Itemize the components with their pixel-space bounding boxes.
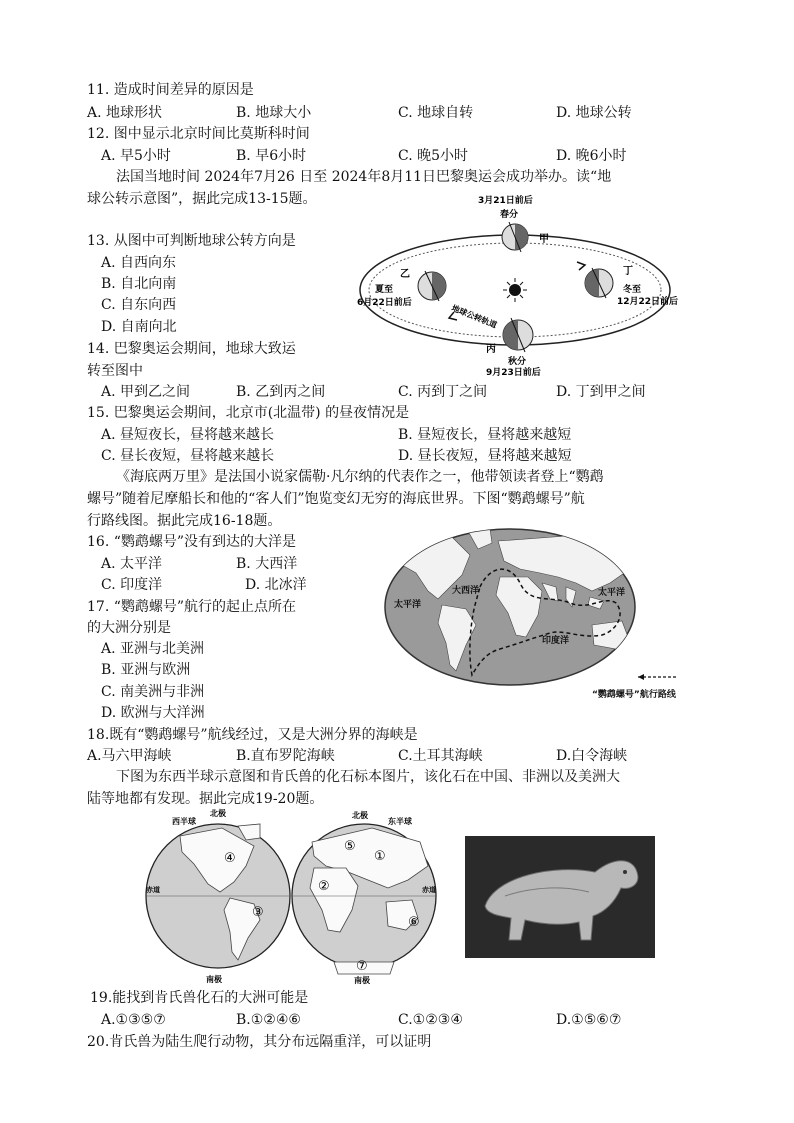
q14-option-c: C. 丙到丁之间 <box>398 384 488 400</box>
hemi-number-1: ① <box>374 849 386 864</box>
hemi-number-6: ⑥ <box>408 915 420 930</box>
intro1-line1: 法国当地时间 2024年7月26 日至 2024年8月11日巴黎奥运会成功举办。读“地 <box>116 169 612 185</box>
earth-spring-icon <box>502 222 528 252</box>
fossil-photo <box>465 836 655 958</box>
intro3-line2: 陆等地都有发现。据此完成19-20题。 <box>87 791 324 807</box>
q14-stem-1: 14. 巴黎奥运会期间，地球大致运 <box>87 341 296 357</box>
hemi-number-5: ⑤ <box>344 839 356 854</box>
q17-stem-2: 的大洲分别是 <box>87 620 171 636</box>
q13-option-d: D. 自南向北 <box>101 319 177 335</box>
q13-option-b: B. 自北向南 <box>101 276 177 292</box>
hemi-equator-2: 赤道 <box>422 886 436 894</box>
orbit-top-label: 3月21日前后 <box>478 196 533 206</box>
orbit-yi: 乙 <box>400 269 410 280</box>
hemi-south-1: 南极 <box>206 975 222 984</box>
hemi-number-3: ③ <box>252 905 264 920</box>
intro1-line2: 球公转示意图”，据此完成13-15题。 <box>87 191 317 207</box>
hemi-number-4: ④ <box>224 851 236 866</box>
q14-option-a: A. 甲到乙之间 <box>101 384 191 400</box>
q11-option-c: C. 地球自转 <box>398 105 474 121</box>
orbit-xiazhi-date: 6月22日前后 <box>357 298 412 308</box>
q20-stem: 20.肯氏兽为陆生爬行动物，其分布远隔重洋，可以证明 <box>87 1034 432 1050</box>
hemi-equator-1: 赤道 <box>146 886 160 894</box>
q13-stem: 13. 从图中可判断地球公转方向是 <box>87 233 296 249</box>
q17-stem-1: 17. “鹦鹉螺号”航行的起止点所在 <box>87 599 297 615</box>
q15-stem: 15. 巴黎奥运会期间，北京市(北温带) 的昼夜情况是 <box>87 405 410 421</box>
earth-winter-icon <box>585 268 613 298</box>
intro2-line3: 行路线图。据此完成16-18题。 <box>87 513 282 529</box>
q14-option-b: B. 乙到丙之间 <box>236 384 326 400</box>
orbit-jia: 甲 <box>539 234 549 245</box>
q18-stem: 18.既有“鹦鹉螺号”航线经过，又是大洲分界的海峡是 <box>87 727 418 743</box>
orbit-qiufen-date: 9月23日前后 <box>486 368 541 378</box>
q11-stem: 11. 造成时间差异的原因是 <box>87 82 254 98</box>
q19-option-d: D.①⑤⑥⑦ <box>556 1012 622 1028</box>
q19-stem: 19.能找到肯氏兽化石的大洲可能是 <box>90 990 309 1006</box>
hemi-east-label: 东半球 <box>388 817 412 826</box>
q15-option-d: D. 昼长夜短，昼将越来越短 <box>398 448 572 464</box>
q17-option-b: B. 亚洲与欧洲 <box>101 662 191 678</box>
intro2-line1: 《海底两万里》是法国小说家儒勒·凡尔纳的代表作之一，他带领读者登上“鹦鹉 <box>116 469 604 485</box>
q16-option-c: C. 印度洋 <box>101 577 163 593</box>
q16-option-d: D. 北冰洋 <box>245 577 307 593</box>
orbit-qiufen: 秋分 <box>508 357 527 367</box>
route-pacific-left: 太平洋 <box>394 600 422 610</box>
orbit-ding: 丁 <box>623 266 633 277</box>
q16-stem: 16. “鹦鹉螺号”没有到达的大洋是 <box>87 534 297 550</box>
hemi-number-2: ② <box>318 879 330 894</box>
nautilus-route-map <box>380 525 700 705</box>
hemi-south-2: 南极 <box>354 976 370 985</box>
q17-option-c: C. 南美洲与非洲 <box>101 684 205 700</box>
orbit-xiazhi: 夏至 <box>375 285 394 295</box>
orbit-diagram <box>345 192 690 382</box>
orbit-dongzhi: 冬至 <box>623 285 642 295</box>
q16-option-a: A. 太平洋 <box>101 556 163 572</box>
q11-option-a: A. 地球形状 <box>87 105 163 121</box>
q14-stem-2: 转至图中 <box>87 363 143 379</box>
q16-option-b: B. 大西洋 <box>236 556 298 572</box>
orbit-track-label: 地球公转轨道 <box>450 303 499 330</box>
q17-option-a: A. 亚洲与北美洲 <box>101 641 205 657</box>
q18-option-b: B.直布罗陀海峡 <box>236 748 335 764</box>
route-atlantic: 大西洋 <box>452 586 480 596</box>
q13-option-a: A. 自西向东 <box>101 255 177 271</box>
route-indian: 印度洋 <box>542 636 570 646</box>
q19-option-c: C.①②③④ <box>398 1012 463 1028</box>
intro2-line2: 螺号”随着尼摩船长和他的“客人们”饱览变幻无穷的海底世界。下图“鹦鹉螺号”航 <box>87 491 585 507</box>
q15-option-a: A. 昼短夜长，昼将越来越长 <box>101 427 275 443</box>
q11-option-d: D. 地球公转 <box>556 105 632 121</box>
hemi-west-label: 西半球 <box>172 817 196 826</box>
q13-option-c: C. 自东向西 <box>101 297 177 313</box>
orbit-chunfen: 春分 <box>500 210 519 220</box>
route-pacific-right: 太平洋 <box>598 588 626 598</box>
q15-option-b: B. 昼短夜长，昼将越来越短 <box>398 427 572 443</box>
hemispheres-map <box>142 806 442 986</box>
q12-option-d: D. 晚6小时 <box>556 148 627 164</box>
q14-option-d: D. 丁到甲之间 <box>556 384 646 400</box>
q18-option-c: C.土耳其海峡 <box>398 748 483 764</box>
q12-stem: 12. 图中显示北京时间比莫斯科时间 <box>87 126 310 142</box>
q12-option-a: A. 早5小时 <box>101 148 171 164</box>
q18-option-a: A.马六甲海峡 <box>87 748 172 764</box>
hemi-number-7: ⑦ <box>356 959 368 974</box>
q17-option-d: D. 欧洲与大洋洲 <box>101 705 205 721</box>
q19-option-a: A.①③⑤⑦ <box>101 1012 166 1028</box>
orbit-dongzhi-date: 12月22日前后 <box>617 297 679 307</box>
hemi-north-1: 北极 <box>210 809 226 818</box>
q19-option-b: B.①②④⑥ <box>236 1012 301 1028</box>
q18-option-d: D.白令海峡 <box>556 748 628 764</box>
sun-icon <box>509 284 521 296</box>
hemi-north-2: 北极 <box>352 811 368 820</box>
q15-option-c: C. 昼长夜短，昼将越来越长 <box>101 448 275 464</box>
orbit-bing: 丙 <box>486 344 496 355</box>
q12-option-c: C. 晚5小时 <box>398 148 469 164</box>
q11-option-b: B. 地球大小 <box>236 105 312 121</box>
earth-summer-icon <box>418 271 446 301</box>
intro3-line1: 下图为东西半球示意图和肯氏兽的化石标本图片，该化石在中国、非洲以及美洲大 <box>116 769 620 785</box>
q12-option-b: B. 早6小时 <box>236 148 307 164</box>
earth-autumn-icon <box>503 318 533 352</box>
route-legend: “鹦鹉螺号”航行路线 <box>592 690 676 700</box>
